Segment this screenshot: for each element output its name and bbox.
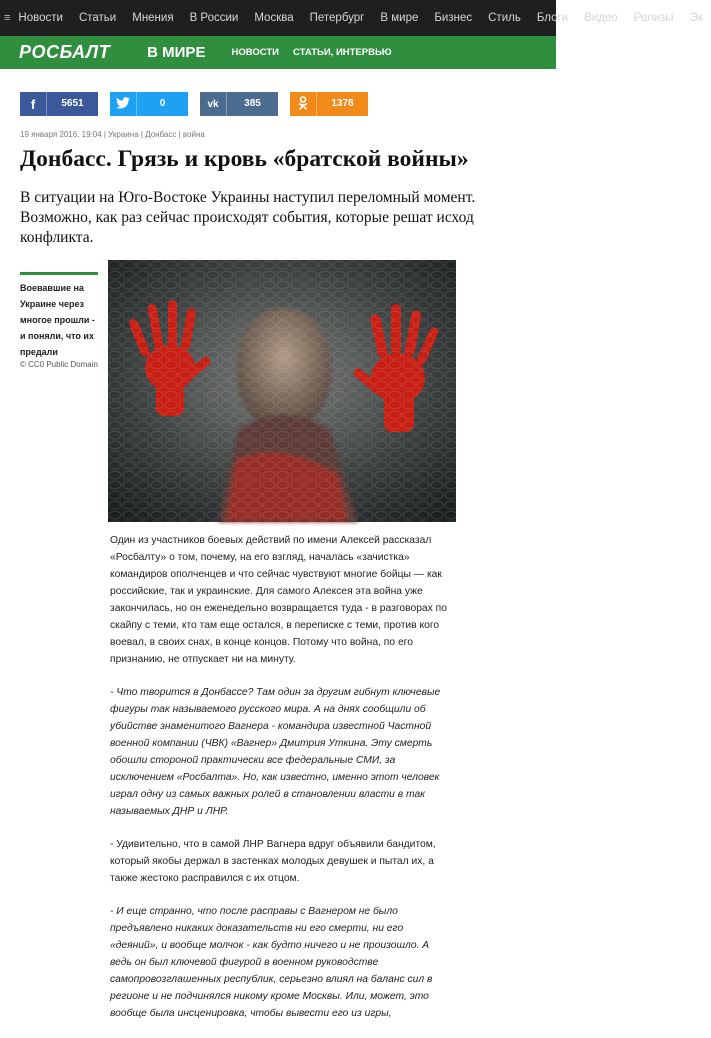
facebook-share-button[interactable] [20, 92, 98, 116]
nav-item-russia[interactable]: В России [189, 12, 239, 24]
article-meta: 19 января 2016, 19:04 | Украина | Донбасс | война [20, 130, 205, 139]
menu-icon[interactable]: ≡ [4, 12, 11, 24]
nav-item-moscow[interactable]: Москва [254, 12, 294, 24]
section-link-news[interactable]: НОВОСТИ [231, 47, 279, 58]
twitter-share-button[interactable] [110, 92, 188, 116]
twitter-share-count: 0 [136, 92, 188, 116]
section-header [0, 36, 556, 69]
article-paragraph: Один из участников боевых действий по имени Алексей рассказал «Росбалту» о том, почему, на его взгляд, началась «зачистка» командиров ополченцев и что сейчас чувствуют многие бойцы — как российские, так и украинские. Для самого Алексея эта война уже закончилась, но он еженедельно возвращается туда - в разговорах по скайпу с теми, кто там еще остался, в переписке с теми, против кого воевал, в своих снах, в конце концов. Потому что война, по его признанию, не отпускает ни на минуту. [110, 535, 447, 665]
nav-item-releases[interactable]: Релизы [633, 12, 674, 24]
nav-item-petersburg[interactable]: Петербург [309, 12, 365, 24]
nav-item-news[interactable]: Новости [18, 12, 63, 24]
article-title: Донбасс. Грязь и кровь «братской войны» [20, 146, 469, 172]
nav-item-more[interactable]: Эк [689, 12, 703, 24]
facebook-icon: f [30, 96, 36, 112]
nav-item-world[interactable]: В мире [380, 12, 419, 24]
nav-item-video[interactable]: Видео [584, 12, 618, 24]
article-paragraph: - И еще странно, что после расправы с Вагнером не было предъявлено никаких доказательств ни его смерти, ни его «деяний», и вообще молчок - как будто ничего и не произошло. А ведь он был ключевой фигурой в военном руководстве самопровозглашенных республик, серьезно влиял на баланс сил в регионе и не подчинялся никому кроме Москвы. Или, может, это вообще была инсценировка, чтобы вывести его из игры, [110, 906, 433, 1019]
vk-share-button[interactable] [200, 92, 278, 116]
article-paragraph: - Что творится в Донбассе? Там один за другим гибнут ключевые фигуры так называемого русского мира. А на днях сообщили об убийстве знаменитого Вагнера - командира известной Частной военной компании (ЧВК) «Вагнер» Дмитрия Уткина. Эту смерть обошли стороной практически все федеральные СМИ, за исключением «Росбалта». Но, как известно, именно этот человек играл одну из самых важных ролей в становлении власти в так называемых ДНР и ЛНР. [110, 687, 441, 817]
odnoklassniki-share-button[interactable] [290, 92, 368, 116]
facebook-share-count: 5651 [46, 92, 98, 116]
article-paragraph: - Удивительно, что в самой ЛНР Вагнера вдруг объявили бандитом, который якобы держал в застенках молодых девушек и пытал их, а также жестоко расправился с их отцом. [110, 839, 436, 884]
nav-item-articles[interactable]: Статьи [78, 12, 117, 24]
section-link-articles[interactable]: СТАТЬИ, ИНТЕРВЬЮ [292, 47, 392, 58]
photo-credit: © CC0 Public Domain [20, 360, 98, 369]
site-logo[interactable]: РОСБАЛТ [19, 42, 111, 62]
article-photo [108, 260, 456, 522]
section-title[interactable]: В МИРЕ [147, 44, 206, 61]
twitter-icon [110, 97, 136, 112]
odnoklassniki-share-count: 1378 [316, 92, 368, 116]
nav-item-business[interactable]: Бизнес [434, 12, 473, 24]
vk-icon: vk [207, 98, 219, 110]
article-body [110, 532, 450, 1038]
nav-item-blogs[interactable]: Блоги [536, 12, 569, 24]
nav-item-opinions[interactable]: Мнения [132, 12, 174, 24]
odnoklassniki-icon [290, 96, 316, 113]
photo-caption: Воевавшие на Украине через многое прошли - и поняли, что их предали [20, 272, 98, 360]
article-lead: В ситуации на Юго-Востоке Украины наступил переломный момент. Возможно, как раз сейчас происходят события, которые решат исход конфликта. [20, 189, 476, 246]
top-navigation [0, 0, 703, 36]
vk-share-count: 385 [226, 92, 278, 116]
nav-item-style[interactable]: Стиль [488, 12, 521, 24]
